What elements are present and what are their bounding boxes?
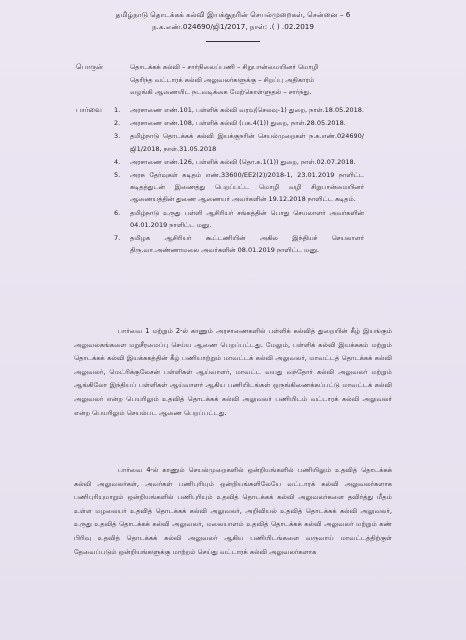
reference-text: அரசாணை எண்.126, பள்ளிக் கல்வி (தொ.க.1(1)) துறை, நாள்.02.07.2018. bbox=[130, 157, 356, 166]
reference-text: தமிழ்நாடு உருது பள்ளி ஆசிரியர் சங்கத்தின் பொது செயலாளர் அவர்களின் 04.01.2019 நாளிட்ட மனு. bbox=[130, 208, 364, 229]
reference-number: 2. bbox=[114, 119, 121, 128]
reference-item bbox=[114, 104, 364, 116]
reference-item bbox=[114, 130, 364, 154]
subject-label: பொருள் bbox=[76, 63, 104, 71]
reference-number: ந.க.எண்.024690/ஜி1/2017, நாள்: .( ) .02.2019 bbox=[152, 22, 314, 31]
reference-number: 1. bbox=[114, 106, 121, 114]
reference-number: 4. bbox=[114, 157, 121, 166]
reference-text: அரசு தேர்வுகள் கடிதம் எண்.33600/EE2(2)/2018-1, 23.01.2019 நாளிட்ட கடிதத்துடன் இணைத்து பெறப்பட்ட மொழி வழி சிறுபான்மையினர் ஆணையத்தின் துணை ஆணையர் அவர்களின் 19.12.2018 நாளிட்ட கடிதம். bbox=[130, 171, 364, 204]
reference-item bbox=[114, 156, 364, 168]
reference-number: 7. bbox=[114, 234, 121, 243]
reference-number: 3. bbox=[114, 132, 121, 141]
reference-number: 5. bbox=[114, 171, 121, 180]
body-paragraph-1: பார்வை 1 மற்றும் 2-ல் காணும் அரசாணைகளில் பள்ளிக் கல்வித் துறையின் கீழ் இயங்கும் அலுவலகங்களை மறுசீரமைப்பு செய்ய ஆணை பெறப்பட்டது. மேலும், பள்ளிக் கல்வி இயக்ககம் மற்றும் தொடக்கக் கல்வி இயக்ககத்தின் கீழ் பணியாற்றும் மாவட்டக் கல்வி அலுவலர், மாவட்டத் தொடக்கக் கல்வி அலுவலர், மெட்ரிக்குலேசன் பள்ளிகள் ஆய்வாளர், மாவட்ட வயது வந்தோர் கல்வி அலுவலர் மற்றும் ஆங்கிலோ இந்தியப் பள்ளிகள் ஆய்வாளர் ஆகிய பணியிடங்கள் ஒருங்கிணைக்கப்பட்டு மாவட்டக் கல்வி அலுவலர் என்ற பெயரிலும் உதவித் தொடக்கக் கல்வி அலுவலர் பணியிடம் வட்டாரக் கல்வி அலுவலர் என்ற பெயரிலும் செயல்பட ஆணை பெறப்பட்டது. bbox=[74, 327, 392, 417]
references-label: பார்வை bbox=[76, 106, 102, 114]
reference-item bbox=[114, 207, 364, 231]
reference-text: அரசாணை எண்.108, பள்ளிக் கல்வி (பக.4(1)) துறை, நாள்.28.05.2018. bbox=[130, 119, 346, 128]
header-rule bbox=[206, 41, 260, 42]
reference-item bbox=[114, 169, 364, 206]
reference-text: அரசாணை எண்.101, பள்ளிக் கல்வி வரவு(செலவு-1) துறை, நாள்.18.05.2018. bbox=[130, 106, 364, 114]
office-title: தமிழ்நாடு தொடக்கக் கல்வி இயக்குநரின் செயல்முறைகள், சென்னை – 6 bbox=[115, 10, 351, 19]
reference-number: 6. bbox=[114, 208, 121, 217]
reference-item bbox=[114, 117, 364, 129]
reference-text: தமிழக ஆசிரியர் கூட்டணியின் அகில இந்தியச் செயலாளர் திரு.வா.அண்ணாமலை அவர்களின் 08.01.2019 நாளிட்ட மனு. bbox=[130, 234, 364, 255]
reference-item bbox=[114, 232, 364, 256]
reference-text: தமிழ்நாடு தொடக்கக் கல்வி இயக்குநரின் செயல்முறைகள் ந.க.எண்.024690/ஜி1/2018, நாள்.31.05.2018 bbox=[130, 132, 364, 153]
body-paragraph-2: பார்வை 4-ல் காணும் செயல்முறைகளில் ஒன்றியங்களில் பணியிலும் உதவித் தொடக்கக் கல்வி அலுவலர்கள், அவர்கள் பணிபுரியும் ஒன்றியங்களிலேயே வட்டாரக் கல்வி அலுவலர்களாக பணிபுரியுமாறும் ஒன்றியங்களில் பணிபுரியும் உதவித் தொடக்கக் கல்வி அலுவலர்களை தவிர்த்து மீதம் உள்ள மழலையர் உதவித் தொடக்கக் கல்வி அலுவலர், அறிவியல் உதவித் தொடக்கக் கல்வி அலுவலர், உருது உதவித் தொடக்கக் கல்வி அலுவலர், மலையாளம் உதவித் தொடக்கக் கல்வி அலுவலர் மற்றும் கண் பிரிவு உதவித் தொடக்கக் கல்வி அலுவலர் ஆகிய பணியிடங்களை வருவாய் மாவட்டத்திற்குள் தேவைப்படும் ஒன்றியங்களுக்கு மாற்றம் செய்து வட்டாரக் கல்வி அலுவலர்களாக bbox=[74, 466, 392, 556]
subject-text: தொடக்கக் கல்வி – சார்நிலைப்பணி – சிறுபான்மையினர் மொழி தெரிந்த வட்டாரக் கல்வி அலுவலர்களுக்கு – சிறப்பு அதிகாரம் வழங்கி ஆணையிட நடவடிக்கை மேற்கொள்ளுதல் – சார்ந்து. bbox=[130, 63, 319, 96]
references-list bbox=[114, 104, 364, 257]
